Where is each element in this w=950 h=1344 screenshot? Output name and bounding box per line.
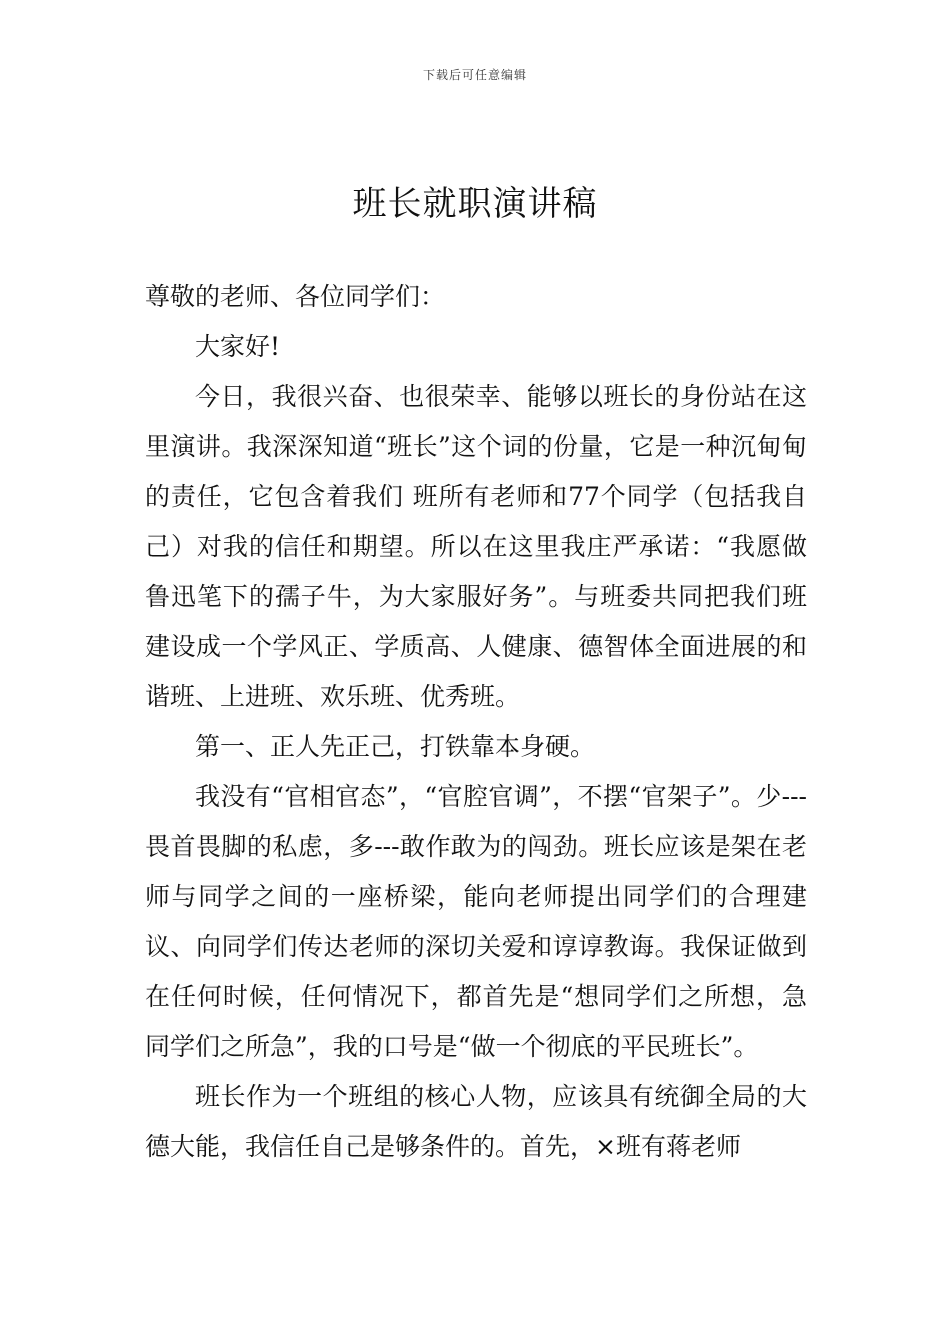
paragraph-point-one-heading: 第一、正人先正己，打铁靠本身硬。: [195, 732, 596, 761]
document-body: [145, 272, 807, 1172]
paragraph-intro: 今日，我很兴奋、也很荣幸、能够以班长的身份站在这里演讲。我深深知道“班长”这个词的份量，它是一种沉甸甸的责任，它包含着我们 班所有老师和77个同学（包括我自己）对我的信任和期望。所以在这里我庄严承诺：“我愿做鲁迅笔下的孺子牛，为大家服好务”。与班委共同把我们班建设成一个学风正、学质高、人健康、德智体全面进展的和谐班、上进班、欢乐班、优秀班。: [145, 382, 807, 711]
header-note: 下载后可任意编辑: [422, 68, 527, 82]
paragraph-point-one-body: 我没有“官相官态”，“官腔官调”，不摆“官架子”。少---畏首畏脚的私虑，多---敢作敢为的闯劲。班长应该是架在老师与同学之间的一座桥梁，能向老师提出同学们的合理建议、向同学们传达老师的深切关爱和谆谆教诲。我保证做到在任何时候，任何情况下，都首先是“想同学们之所想，急同学们之所急”，我的口号是“做一个彻底的平民班长”。: [145, 782, 807, 1061]
salutation: 尊敬的老师、各位同学们：: [145, 282, 446, 311]
document-title: 班长就职演讲稿: [352, 184, 598, 224]
paragraph-core-role: 班长作为一个班组的核心人物，应该具有统御全局的大德大能，我信任自己是够条件的。首先，×班有蒋老师: [145, 1082, 807, 1161]
paragraph-greeting: 大家好!: [195, 332, 281, 361]
